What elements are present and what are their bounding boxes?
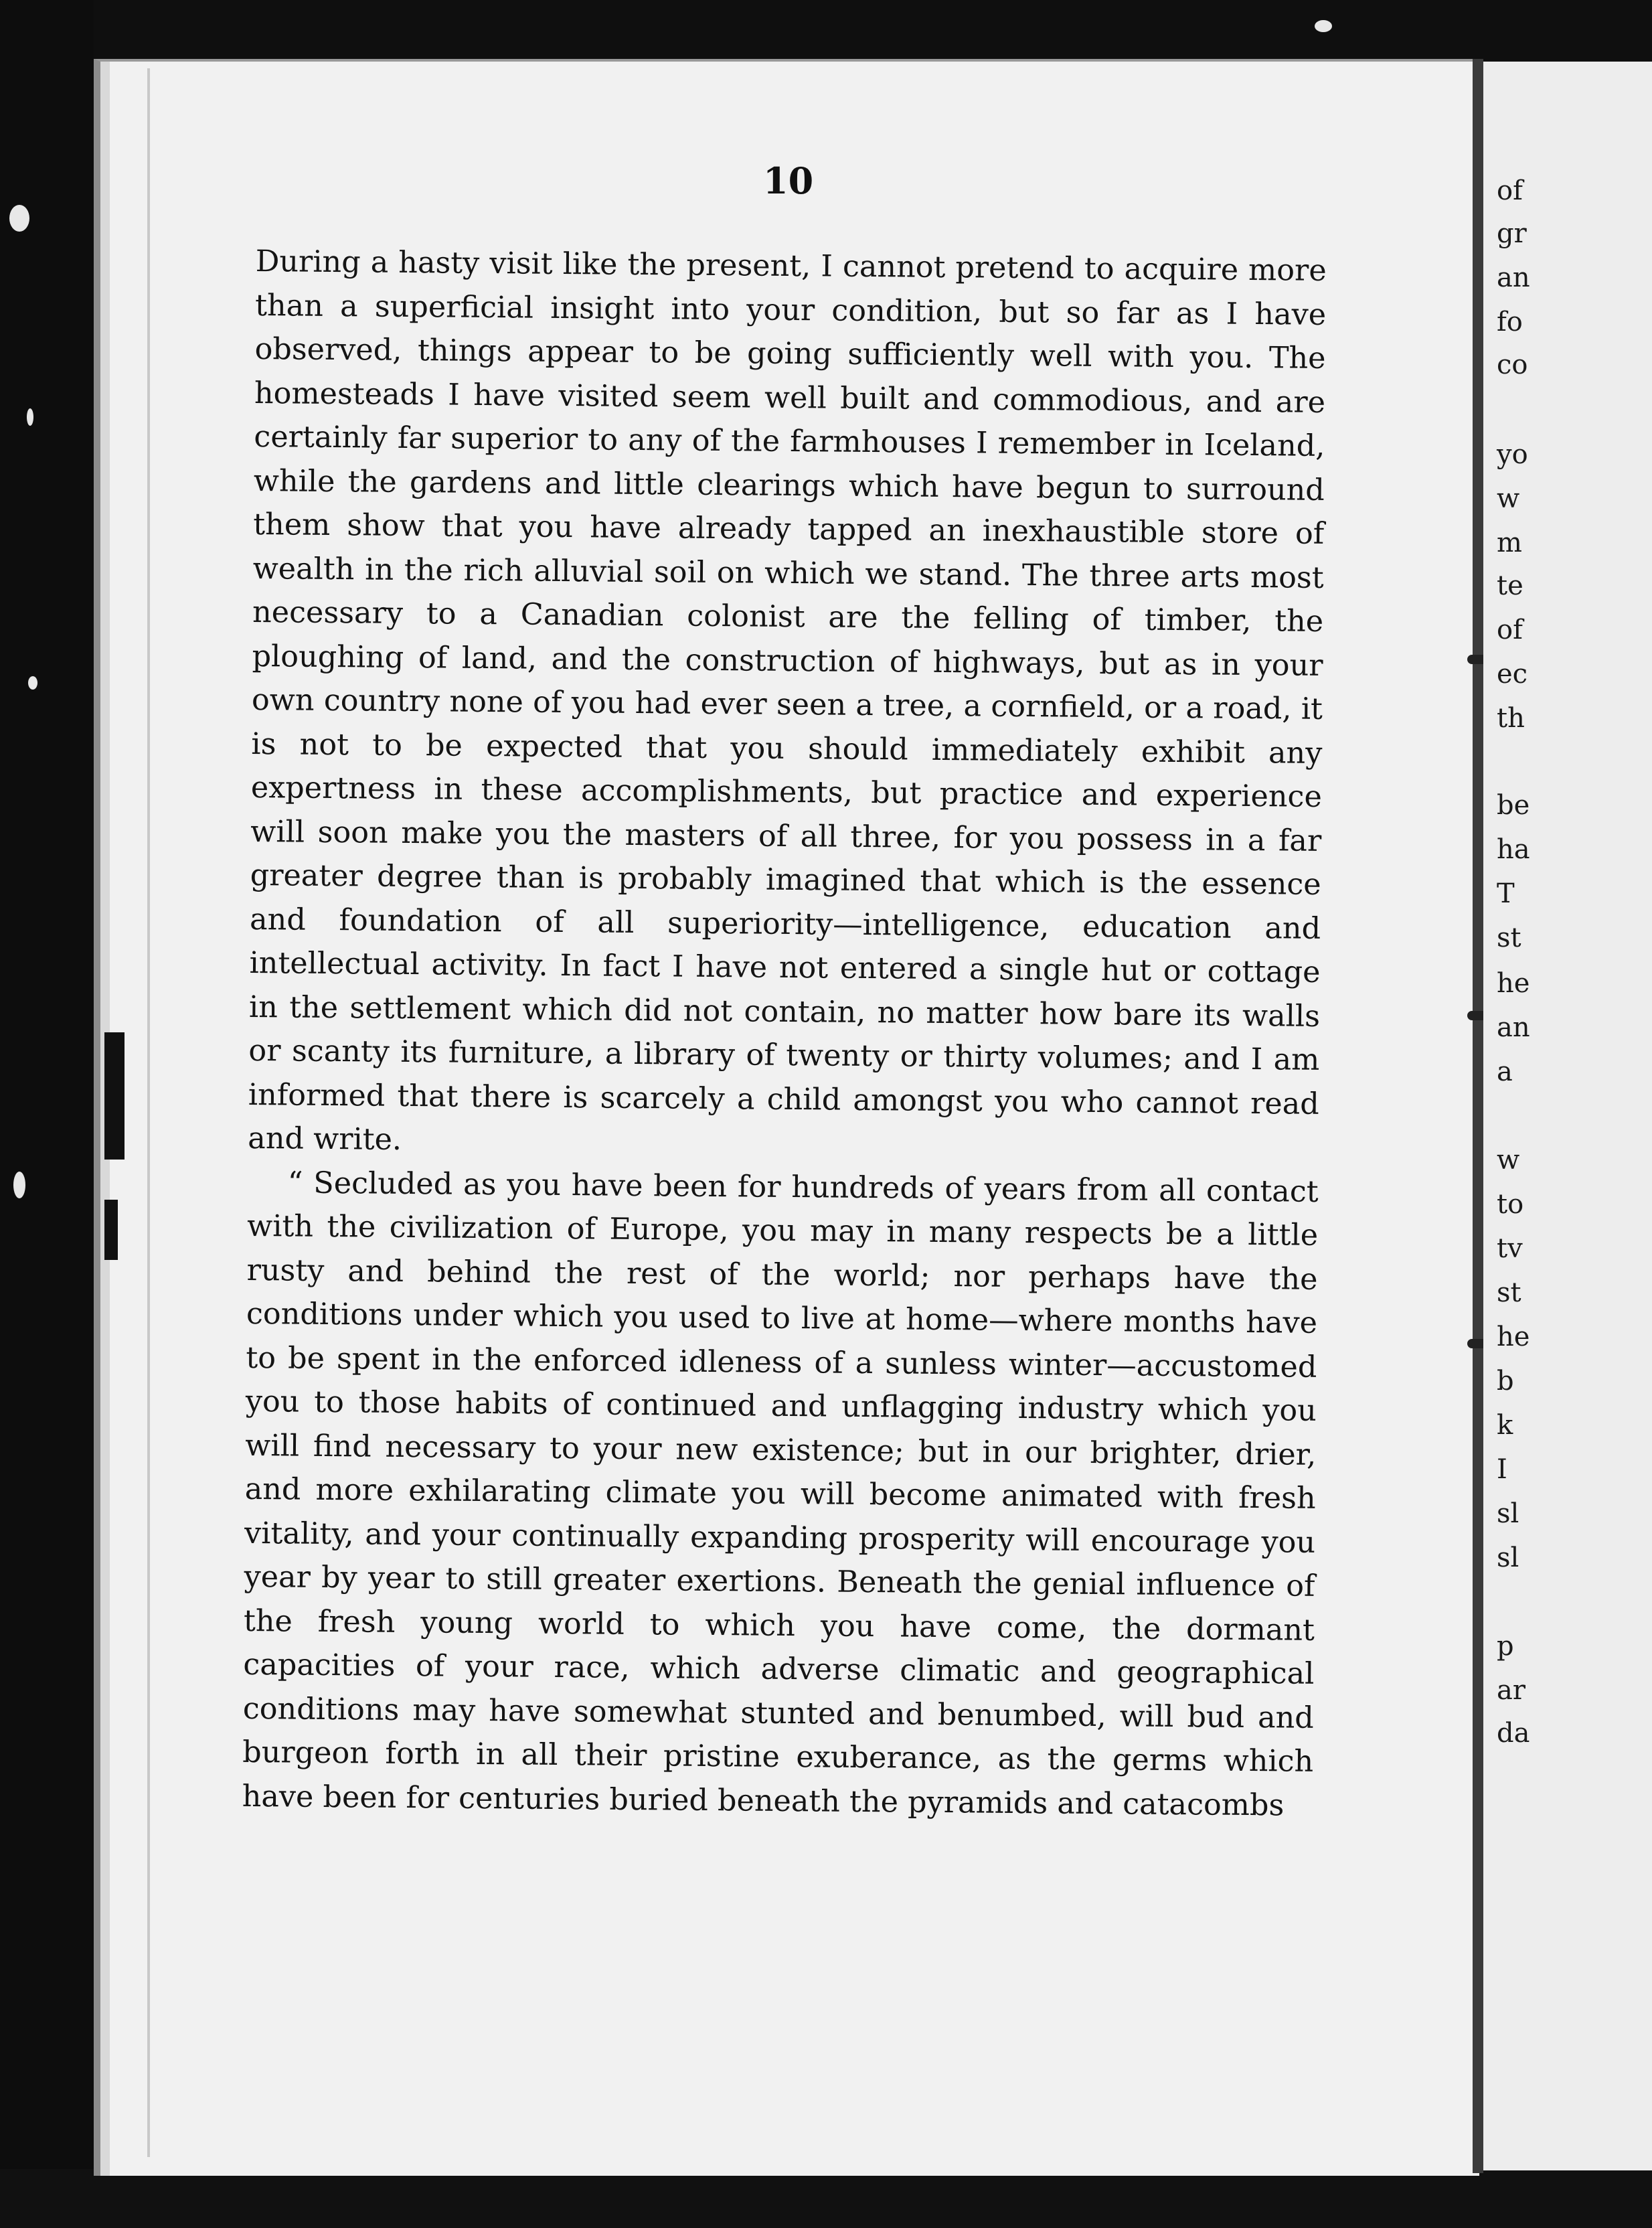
adjacent-text-fragment: I	[1497, 1454, 1507, 1485]
adjacent-text-fragment: he	[1497, 1322, 1530, 1352]
scan-border-bottom	[0, 2169, 1652, 2228]
adjacent-text-fragment: m	[1497, 528, 1522, 558]
adjacent-text-fragment: b	[1497, 1366, 1514, 1397]
adjacent-text-fragment: an	[1497, 262, 1530, 293]
scan-speck	[1315, 20, 1332, 32]
adjacent-text-fragment: da	[1497, 1718, 1530, 1749]
adjacent-text-fragment: ar	[1497, 1675, 1525, 1706]
adjacent-text-fragment: T	[1497, 878, 1515, 909]
adjacent-text-fragment: ha	[1497, 834, 1530, 865]
adjacent-text-fragment: ec	[1497, 659, 1528, 690]
paragraph: “ Secluded as you have been for hundreds of years from all contact with the civilization of Europe, you may in many respects be a little rusty and behind the rest of the world; nor perhaps have the conditions under which you used to live at home—where months have to be spent in the enforced idleness of a sunless winter—accustomed you to those habits of continued and unflagging industry which you will find necessary to your new existence; but in our brighter, drier, and more exhilarating climate you will become animated with fresh vitality, and your continually expanding prosperity will encourage you year by year to still greater exertions. Beneath the genial influence of the fresh young world to which you have come, the dormant capacities of your race, which adverse climatic and geographical conditions may have somewhat stunted and benumbed, will bud and burgeon forth in all their pristine exuberance, as the germs which have been for centuries buried beneath the pyramids and catacombs	[242, 1165, 1319, 1822]
page-number: 10	[763, 159, 814, 202]
adjacent-text-fragment: sl	[1497, 1498, 1519, 1529]
adjacent-text-fragment: te	[1497, 570, 1523, 601]
binding-mark	[104, 1032, 125, 1160]
adjacent-page	[1483, 62, 1652, 2170]
scan-border-top	[0, 0, 1652, 62]
adjacent-text-fragment: st	[1497, 1277, 1521, 1308]
adjacent-text-fragment: tv	[1497, 1233, 1523, 1264]
scan-speck	[28, 676, 37, 690]
paragraph: During a hasty visit like the present, I cannot pretend to acquire more than a superficial insight into your condition, but so far as I have observed, things appear to be going sufficiently well with you. The homesteads I have visited seem well built and commodious, and are certainly far superior to any of the farmhouses I remember in Iceland, while the gardens and little clearings which have begun to surround them show that you have already tapped an inexhaustible store of wealth in the rich alluvial soil on which we stand. The three arts most necessary to a Canadian colonist are the felling of timber, the ploughing of land, and the construction of highways, but as in your own country none of you had ever seen a tree, a cornfield, or a road, it is not to be expected that you should immediately exhibit any expertness in these accomplishments, but practice and experience will soon make you the masters of all three, for you possess in a far greater degree than is probably imagined that which is the essence and foundation of all superiority—intelligence, education and intellectual activity. In fact I have not entered a single hut or cottage in the settlement which did not contain, no matter how bare its walls or scanty its furniture, a library of twenty or thirty volumes; and I am informed that there is scarcely a child amongst you who cannot read and write.	[248, 244, 1327, 1157]
adjacent-text-fragment: st	[1497, 923, 1521, 953]
adjacent-text-fragment: gr	[1497, 218, 1527, 249]
scan-border-left	[0, 0, 94, 2228]
page-gutter	[1473, 59, 1483, 2173]
adjacent-text-fragment: k	[1497, 1410, 1513, 1441]
body-text	[242, 240, 1327, 1828]
adjacent-text-fragment: he	[1497, 968, 1530, 999]
adjacent-text-fragment: yo	[1497, 439, 1528, 470]
adjacent-text-fragment: p	[1497, 1631, 1514, 1662]
adjacent-text-fragment: a	[1497, 1056, 1513, 1087]
adjacent-text-fragment: to	[1497, 1189, 1524, 1220]
adjacent-text-fragment: co	[1497, 349, 1528, 380]
adjacent-text-fragment: be	[1497, 790, 1530, 821]
scan-speck	[27, 408, 33, 426]
adjacent-text-fragment: of	[1497, 615, 1523, 645]
adjacent-text-fragment: th	[1497, 703, 1525, 734]
adjacent-text-fragment: w	[1497, 483, 1520, 514]
binding-mark	[104, 1200, 118, 1260]
adjacent-text-fragment: fo	[1497, 307, 1523, 337]
adjacent-text-fragment: of	[1497, 175, 1523, 206]
adjacent-text-fragment: w	[1497, 1145, 1520, 1176]
adjacent-text-fragment: sl	[1497, 1542, 1519, 1573]
adjacent-text-fragment: an	[1497, 1012, 1530, 1043]
scan-speck	[9, 205, 29, 232]
scan-speck	[13, 1172, 25, 1198]
page-inner-rule	[147, 68, 150, 2157]
